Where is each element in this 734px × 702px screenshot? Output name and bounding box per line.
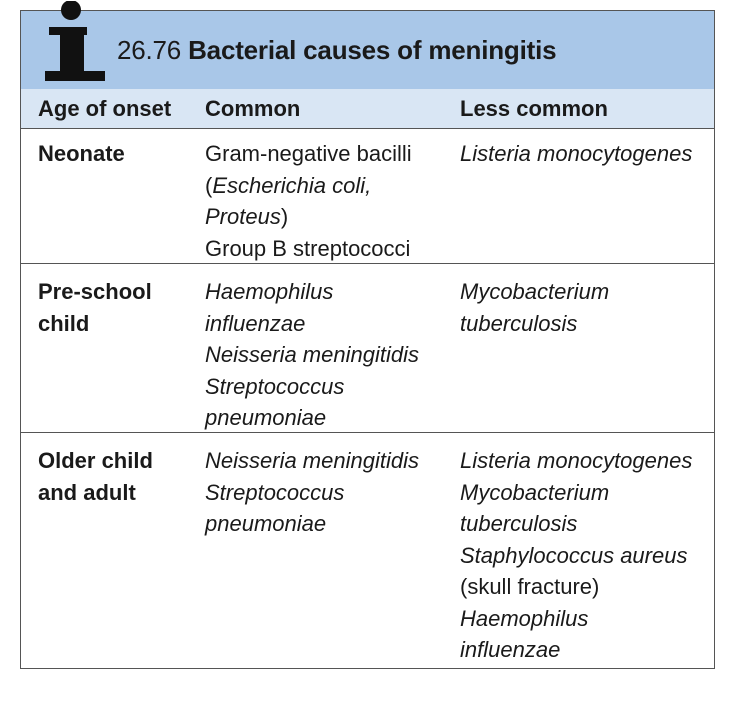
text-run: Mycobacterium — [460, 479, 610, 505]
header-common: Common — [205, 96, 301, 121]
text-run: (skull fracture) — [460, 574, 600, 599]
row-separator — [21, 432, 714, 433]
text-run: Proteus — [205, 204, 281, 229]
common-cause-line — [205, 371, 344, 403]
less-common-cause-line — [460, 308, 577, 340]
less-common-cause-line — [460, 445, 692, 477]
common-cause-line — [205, 477, 344, 509]
less-common-cause-line — [460, 571, 599, 603]
age-of-onset-cell: Neonate — [38, 141, 125, 166]
text-run: tuberculosis — [460, 511, 578, 536]
less-common-cause-line — [460, 634, 560, 666]
box-heading: Bacterial causes of meningitis — [188, 35, 557, 65]
age-of-onset-cell: Pre-school — [38, 279, 152, 304]
text-run: Neisseria meningitidis — [205, 342, 419, 367]
text-run: Escherichia coli, — [212, 172, 372, 198]
text-run: Listeria monocytogenes — [460, 448, 693, 473]
title-bar — [21, 11, 714, 90]
common-cause-line — [205, 308, 305, 340]
common-cause-line — [205, 138, 412, 170]
age-of-onset-cell: child — [38, 310, 90, 336]
text-run: Haemophilus — [205, 279, 334, 304]
common-cause-line — [205, 201, 288, 233]
less-common-cause-line — [460, 508, 577, 540]
text-run: Streptococcus — [205, 479, 345, 505]
age-of-onset-cell: and adult — [38, 479, 136, 505]
box-number: 26.76 — [117, 35, 182, 65]
text-run: Mycobacterium — [460, 279, 610, 304]
less-common-cause-line — [460, 276, 609, 308]
less-common-cause-line — [460, 540, 687, 572]
common-cause-line — [205, 508, 326, 540]
text-run: Haemophilus — [460, 605, 589, 631]
header-less-common: Less common — [460, 96, 608, 121]
less-common-cause-line — [460, 138, 692, 170]
text-run: Neisseria meningitidis — [205, 448, 419, 473]
common-cause-line — [205, 402, 326, 434]
common-cause-line — [205, 170, 371, 202]
less-common-cause-line — [460, 477, 609, 509]
text-run: Staphylococcus aureus — [460, 542, 688, 568]
age-of-onset-cell: Older child — [38, 448, 153, 473]
common-cause-line — [205, 233, 410, 265]
box-title — [117, 35, 556, 66]
text-run: pneumoniae — [205, 511, 327, 536]
text-run: Listeria monocytogenes — [460, 141, 693, 166]
text-run: Gram-negative bacilli — [205, 141, 412, 166]
header-age-of-onset: Age of onset — [38, 96, 172, 121]
text-run: influenzae — [205, 310, 306, 336]
common-cause-line — [205, 445, 419, 477]
less-common-cause-line — [460, 603, 588, 635]
text-run: tuberculosis — [460, 310, 578, 336]
text-run: Streptococcus — [205, 373, 345, 399]
text-run: pneumoniae — [205, 405, 327, 430]
text-run: ) — [280, 204, 289, 229]
text-run: influenzae — [460, 637, 561, 662]
text-run: Group B streptococci — [205, 235, 411, 261]
text-run: ( — [205, 172, 213, 198]
common-cause-line — [205, 276, 333, 308]
info-box — [20, 10, 715, 669]
table-header — [21, 89, 714, 129]
info-icon — [29, 1, 115, 89]
common-cause-line — [205, 339, 419, 371]
